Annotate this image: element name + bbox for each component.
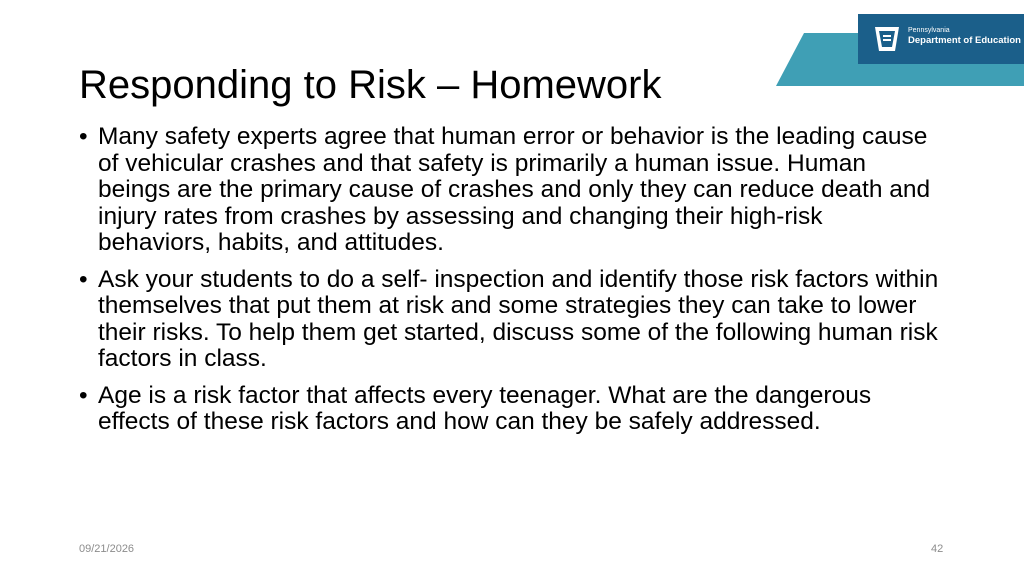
department-logo (858, 14, 1024, 64)
logo-department-name: Department of Education (908, 35, 1021, 46)
bullet-marker: • (79, 123, 88, 150)
footer-date: 09/21/2026 (79, 543, 135, 555)
bullet-marker: • (79, 265, 88, 293)
bullet-item (79, 124, 939, 257)
bullet-item (79, 383, 939, 436)
bullet-text: Ask your students to do a self- inspection and identify those risk factors within themselves that put them at risk and some strategies they can take to lower their risks. To help them get started, discuss some of the following human risk factors in class. (98, 265, 939, 372)
slide-title: Responding to Risk – Homework (79, 63, 662, 107)
bullet-text: Age is a risk factor that affects every teenager. What are the dangerous effects of these risk factors and how can they be safely addressed. (98, 381, 872, 435)
bullet-list (79, 124, 939, 446)
keystone-icon (874, 25, 900, 53)
logo-state-name: Pennsylvania (908, 27, 950, 34)
bullet-item (79, 267, 939, 373)
bullet-marker: • (79, 381, 88, 409)
page-number: 42 (931, 543, 944, 555)
bullet-text: Many safety experts agree that human error or behavior is the leading cause of vehicular crashes and that safety is primarily a human issue. Human beings are the primary cause of crashes and only they can reduce death and injury rates from crashes by assessing and changing their high-risk behaviors, habits, and attitudes. (98, 123, 931, 256)
logo-text (908, 27, 1021, 47)
